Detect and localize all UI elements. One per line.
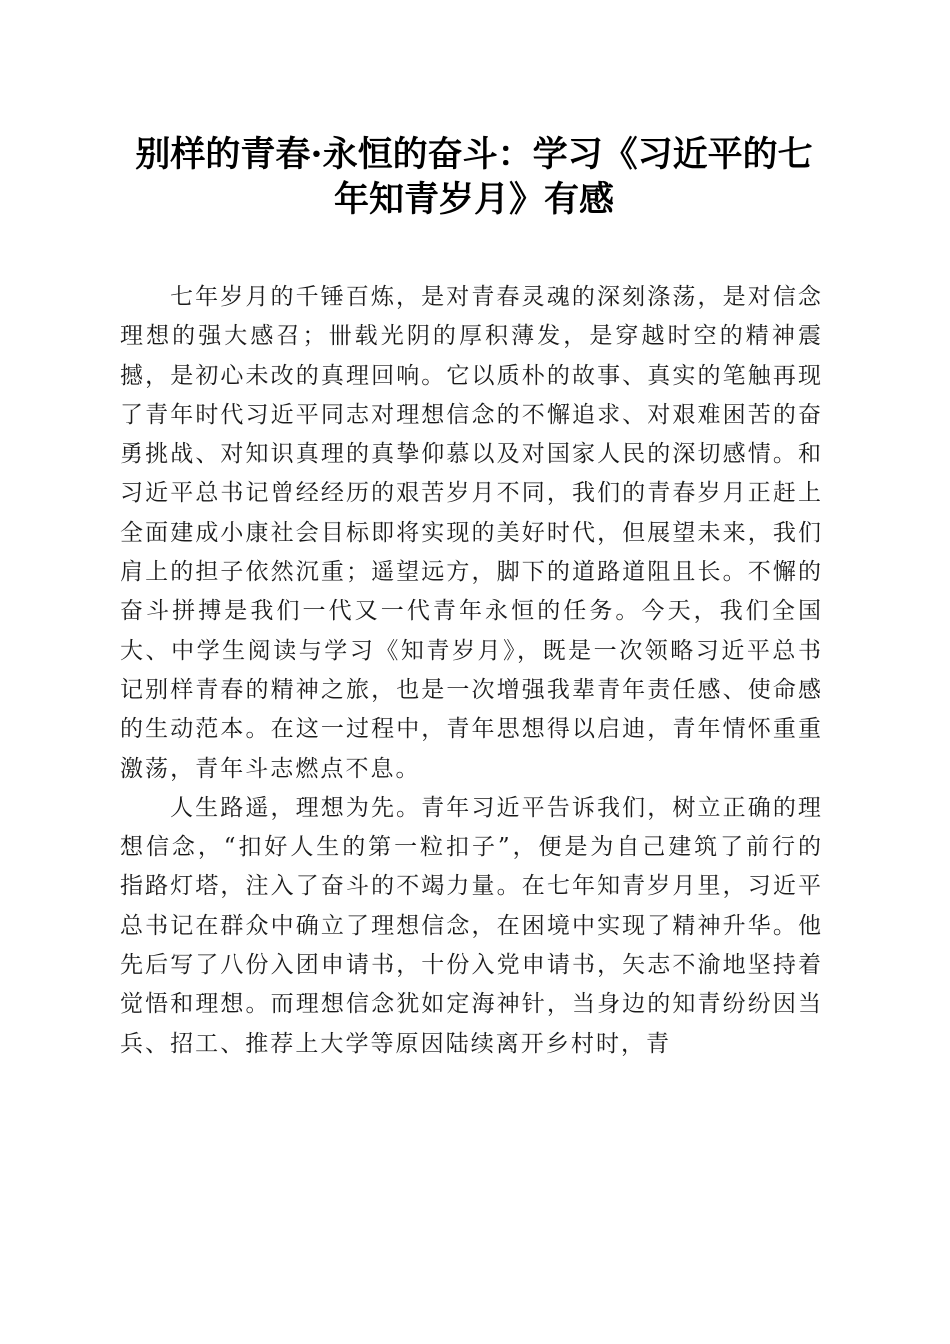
paragraph-1: 七年岁月的千锤百炼，是对青春灵魂的深刻涤荡，是对信念理想的强大感召；卌载光阴的厚积薄发，是穿越时空的精神震撼，是初心未改的真理回响。它以质朴的故事、真实的笔触再现了青年时代习近平同志对理想信念的不懈追求、对艰难困苦的奋勇挑战、对知识真理的真挚仰慕以及对国家人民的深切感情。和习近平总书记曾经经历的艰苦岁月不同，我们的青春岁月正赶上全面建成小康社会目标即将实现的美好时代，但展望未来，我们肩上的担子依然沉重；遥望远方，脚下的道路道阻且长。不懈的奋斗拼搏是我们一代又一代青年永恒的任务。今天，我们全国大、中学生阅读与学习《知青岁月》，既是一次领略习近平总书记别样青春的精神之旅，也是一次增强我辈青年责任感、使命感的生动范本。在这一过程中，青年思想得以启迪，青年情怀重重激荡，青年斗志燃点不息。 [120,284,823,782]
document-title: 别样的青春·永恒的奋斗：学习《习近平的七年知青岁月》有感 [135,134,813,220]
paragraph-2: 人生路遥，理想为先。青年习近平告诉我们，树立正确的理想信念，“扣好人生的第一粒扣子”，便是为自己建筑了前行的指路灯塔，注入了奋斗的不竭力量。在七年知青岁月里，习近平总书记在群众中确立了理想信念，在困境中实现了精神升华。他先后写了八份入团申请书，十份入党申请书，矢志不渝地坚持着觉悟和理想。而理想信念犹如定海神针，当身边的知青纷纷因当兵、招工、推荐上大学等原因陆续离开乡村时，青 [120,794,823,1057]
document-body [120,278,823,1064]
